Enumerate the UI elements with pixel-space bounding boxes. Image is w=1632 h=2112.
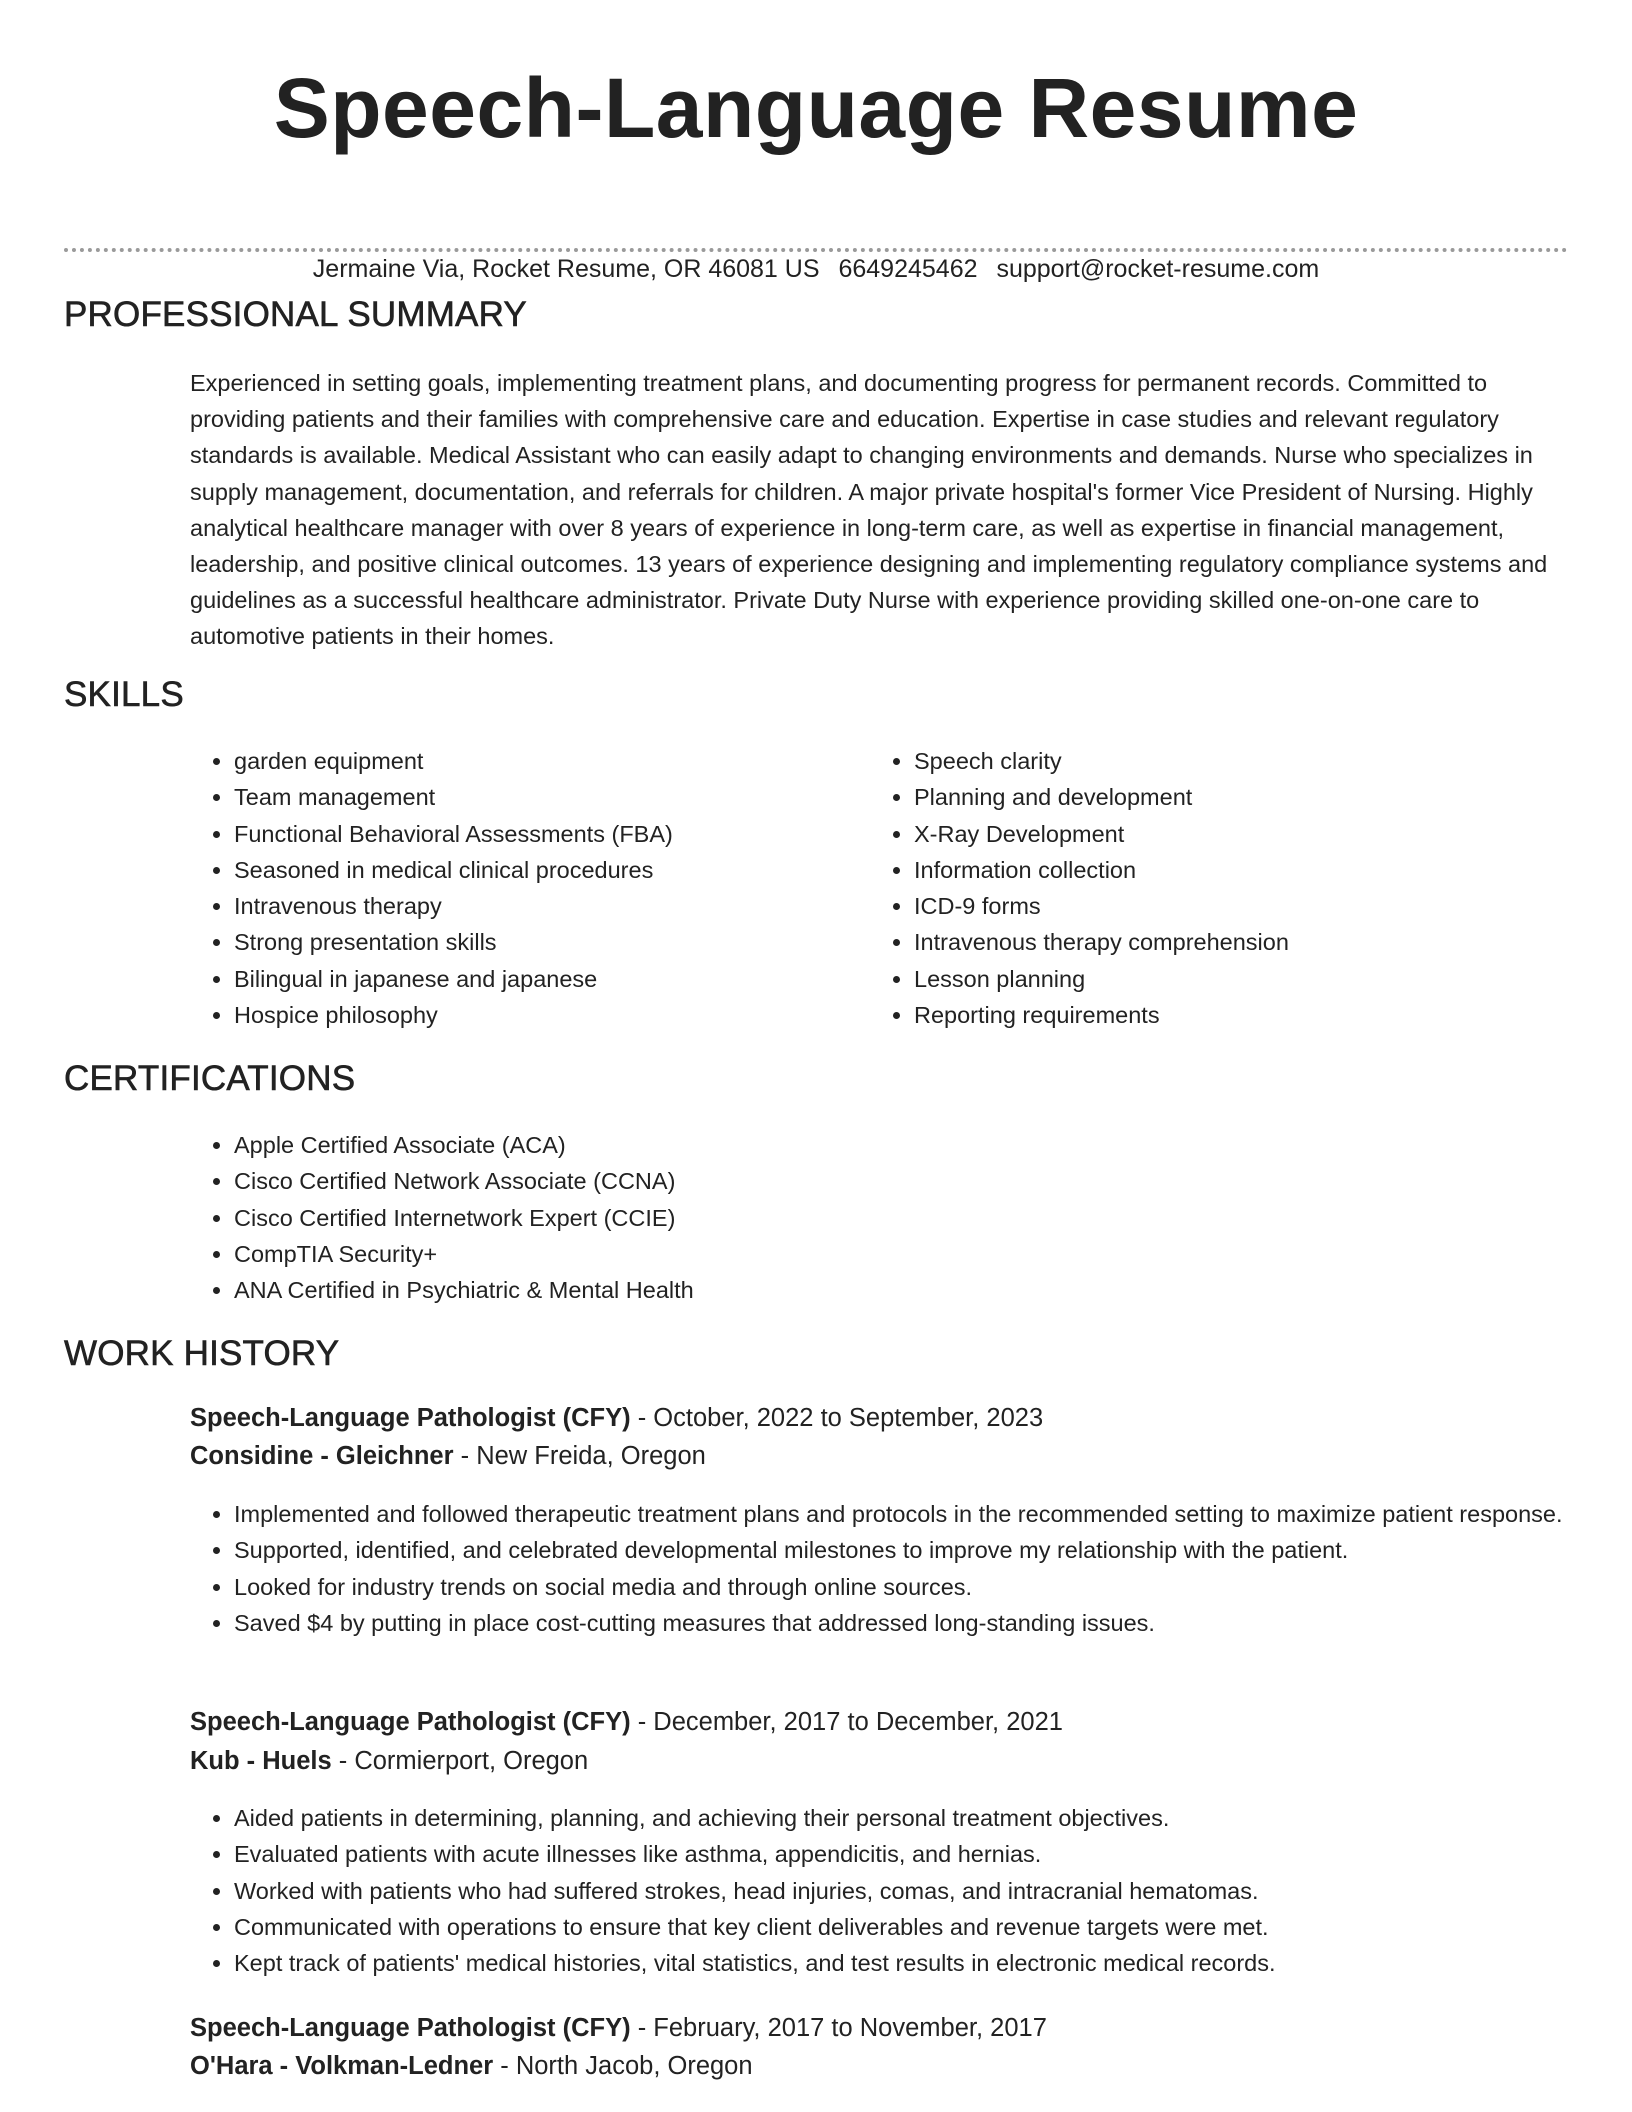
skill-item: • Team management	[234, 779, 874, 815]
contact-email[interactable]: support@rocket-resume.com	[996, 255, 1320, 283]
certifications-list	[190, 1127, 1534, 1308]
job-title-line	[190, 1400, 1043, 1436]
job-dates: - October, 2022 to September, 2023	[630, 1404, 1044, 1432]
skill-item: • Speech clarity	[914, 743, 1554, 779]
job-title: Speech-Language Pathologist (CFY)	[190, 1708, 631, 1736]
skill-item: • ICD-9 forms	[914, 888, 1554, 924]
work-heading: WORK HISTORY	[64, 1334, 340, 1373]
job-dates: - December, 2017 to December, 2021	[630, 1708, 1063, 1736]
skill-item: • Lesson planning	[914, 961, 1554, 997]
skill-item: • Reporting requirements	[914, 997, 1554, 1033]
certifications-heading: CERTIFICATIONS	[64, 1059, 356, 1098]
job-location: - New Freida, Oregon	[453, 1442, 706, 1470]
skill-item: • Intravenous therapy	[234, 888, 874, 924]
job-bullet: • Aided patients in determining, planning, and achieving their personal treatment objectives.	[234, 1800, 1612, 1836]
job-bullet: • Supported, identified, and celebrated developmental milestones to improve my relationship with the patient.	[234, 1532, 1612, 1568]
certification-item: • Cisco Certified Internetwork Expert (CCIE)	[234, 1200, 1534, 1236]
job-company: Considine - Gleichner	[190, 1442, 454, 1470]
skill-item: • Hospice philosophy	[234, 997, 874, 1033]
job-title: Speech-Language Pathologist (CFY)	[190, 2014, 631, 2042]
job-bullets	[190, 1496, 1612, 1641]
skills-heading: SKILLS	[64, 675, 184, 714]
job-location: - North Jacob, Oregon	[493, 2052, 753, 2080]
skill-item: • garden equipment	[234, 743, 874, 779]
job-bullet: • Communicated with operations to ensure that key client deliverables and revenue targets were met.	[234, 1909, 1612, 1945]
job-bullet: • Implemented and followed therapeutic treatment plans and protocols in the recommended setting to maximize patient response.	[234, 1496, 1612, 1532]
contact-phone[interactable]: 6649245462	[838, 255, 978, 283]
job-bullet: • Kept track of patients' medical histories, vital statistics, and test results in electronic medical records.	[234, 1945, 1612, 1981]
job-dates: - February, 2017 to November, 2017	[630, 2014, 1047, 2042]
job-company: Kub - Huels	[190, 1747, 332, 1775]
skill-item: • Planning and development	[914, 779, 1554, 815]
skill-item: • Bilingual in japanese and japanese	[234, 961, 874, 997]
header-divider	[64, 248, 1568, 252]
certification-item: • Apple Certified Associate (ACA)	[234, 1127, 1534, 1163]
certification-item: • CompTIA Security+	[234, 1236, 1534, 1272]
job-company-line	[190, 1438, 706, 1474]
skills-list-left	[190, 743, 874, 1033]
contact-address: Jermaine Via, Rocket Resume, OR 46081 US	[312, 255, 820, 283]
job-bullets	[190, 1800, 1612, 1981]
summary-heading: PROFESSIONAL SUMMARY	[64, 295, 527, 334]
certification-item: • ANA Certified in Psychiatric & Mental Health	[234, 1272, 1534, 1308]
job-title-line	[190, 2010, 1047, 2046]
skill-item: • Seasoned in medical clinical procedures	[234, 852, 874, 888]
skill-item: • Information collection	[914, 852, 1554, 888]
skill-item: • Functional Behavioral Assessments (FBA)	[234, 816, 874, 852]
skill-item: • Intravenous therapy comprehension	[914, 924, 1554, 960]
contact-line	[64, 254, 1568, 284]
resume-page	[64, 0, 1568, 2080]
job-company: O'Hara - Volkman-Ledner	[190, 2052, 494, 2080]
job-bullet: • Worked with patients who had suffered strokes, head injuries, comas, and intracranial hematomas.	[234, 1873, 1612, 1909]
job-title-line	[190, 1704, 1063, 1740]
certification-item: • Cisco Certified Network Associate (CCNA)	[234, 1163, 1534, 1199]
job-company-line	[190, 2048, 753, 2084]
job-bullet: • Looked for industry trends on social media and through online sources.	[234, 1569, 1612, 1605]
summary-text: Experienced in setting goals, implementing treatment plans, and documenting progress for permanent records. Committed to providing patients and their families with comprehensive care and education. Expertise in case studies and relevant regulatory standards is available. Medical Assistant who can easily adapt to changing environments and demands. Nurse who specializes in supply management, documentation, and referrals for children. A major private hospital's former Vice President of Nursing. Highly analytical healthcare manager with over 8 years of experience in long-term care, as well as expertise in financial management, leadership, and positive clinical outcomes. 13 years of experience designing and implementing regulatory compliance systems and guidelines as a successful healthcare administrator. Private Duty Nurse with experience providing skilled one-on-one care to automotive patients in their homes.	[190, 370, 1548, 650]
job-company-line	[190, 1743, 588, 1779]
resume-title: Speech-Language Resume	[273, 61, 1359, 155]
job-bullet: • Saved $4 by putting in place cost-cutting measures that addressed long-standing issues.	[234, 1605, 1612, 1641]
skill-item: • Strong presentation skills	[234, 924, 874, 960]
job-location: - Cormierport, Oregon	[331, 1747, 589, 1775]
skills-list-right	[870, 743, 1554, 1033]
skill-item: • X-Ray Development	[914, 816, 1554, 852]
job-title: Speech-Language Pathologist (CFY)	[190, 1404, 631, 1432]
job-bullet: • Evaluated patients with acute illnesses like asthma, appendicitis, and hernias.	[234, 1836, 1612, 1872]
